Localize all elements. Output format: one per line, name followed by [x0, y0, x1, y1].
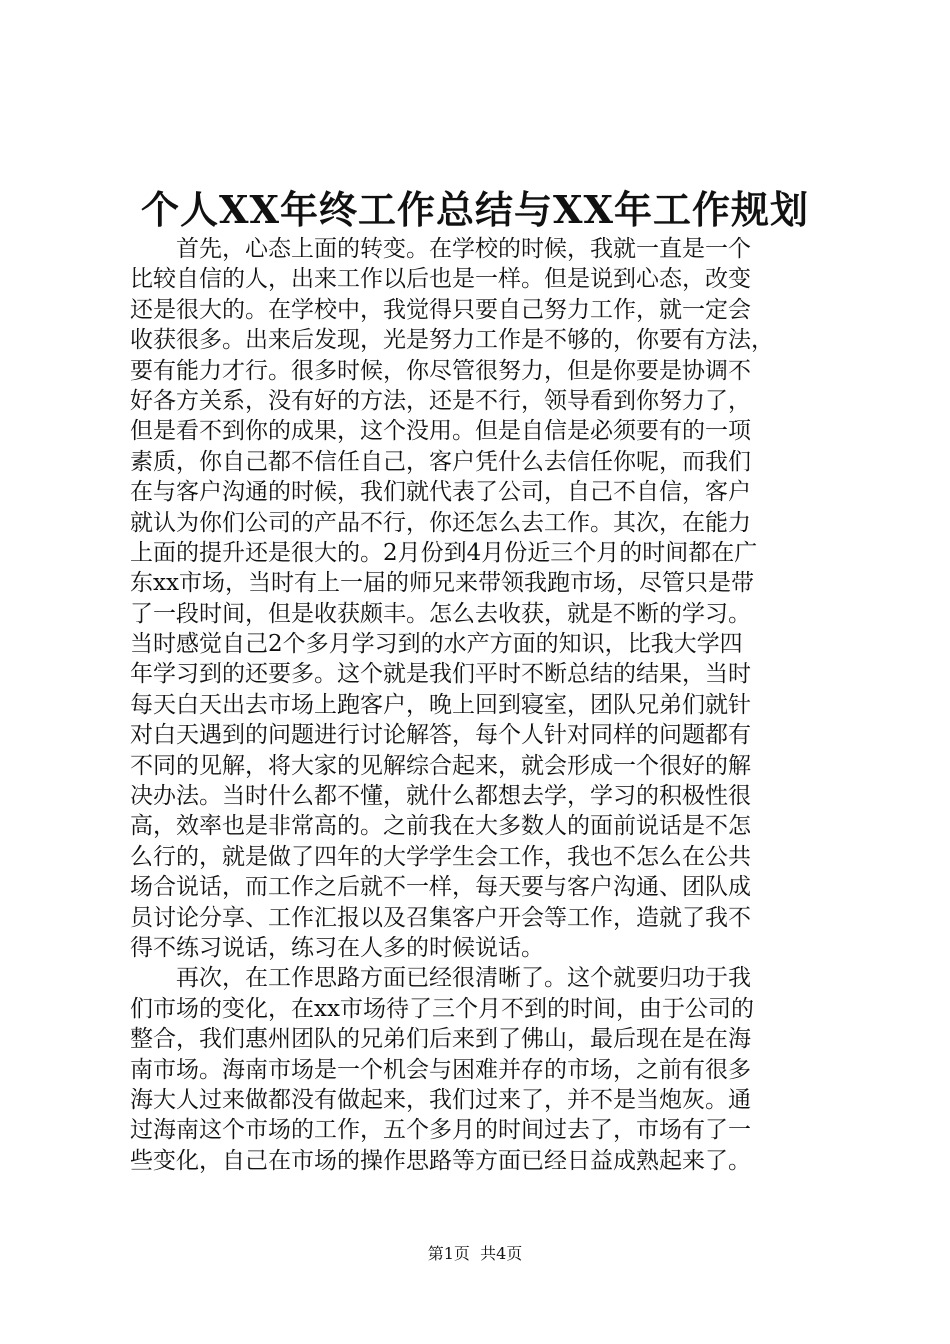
- body-text-line: 首先，心态上面的转变。在学校的时候，我就一直是一个: [130, 236, 751, 262]
- body-text-line: 些变化，自己在市场的操作思路等方面已经日益成熟起来了。: [130, 1147, 751, 1174]
- body-text-line: 员讨论分享、工作汇报以及召集客户开会等工作，造就了我不: [130, 904, 751, 931]
- document-body: [130, 234, 830, 1176]
- document-title: 个人XX年终工作总结与XX年工作规划: [141, 187, 809, 232]
- body-text-line: 再次，在工作思路方面已经很清晰了。这个就要归功于我: [130, 965, 751, 992]
- body-text-line: 场合说话，而工作之后就不一样，每天要与客户沟通、团队成: [130, 874, 751, 901]
- body-text-line: 但是看不到你的成果，这个没用。但是自信是必须要有的一项: [130, 418, 751, 445]
- page-footer: 第1页 共4页: [427, 1244, 523, 1263]
- body-text-line: 么行的，就是做了四年的大学学生会工作，我也不怎么在公共: [130, 843, 751, 870]
- body-text-line: 比较自信的人，出来工作以后也是一样。但是说到心态，改变: [130, 266, 751, 293]
- body-text-line: 要有能力才行。很多时候，你尽管很努力，但是你要是协调不: [130, 357, 751, 384]
- body-text-line: 上面的提升还是很大的。2月份到4月份近三个月的时间都在广: [130, 539, 758, 566]
- body-text-line: 在与客户沟通的时候，我们就代表了公司，自己不自信，客户: [130, 479, 751, 506]
- body-text-line: 年学习到的还要多。这个就是我们平时不断总结的结果，当时: [130, 661, 751, 688]
- body-text-line: 南市场。海南市场是一个机会与困难并存的市场，之前有很多: [130, 1056, 751, 1083]
- body-text-line: 不同的见解，将大家的见解综合起来，就会形成一个很好的解: [130, 752, 751, 779]
- body-text-line: 高，效率也是非常高的。之前我在大多数人的面前说话是不怎: [130, 813, 751, 840]
- body-text-line: 东xx市场，当时有上一届的师兄来带领我跑市场，尽管只是带: [130, 570, 754, 597]
- body-text-line: 素质，你自己都不信任自己，客户凭什么去信任你呢，而我们: [130, 448, 751, 475]
- body-text-line: 整合，我们惠州团队的兄弟们后来到了佛山，最后现在是在海: [130, 1026, 751, 1053]
- body-text-line: 过海南这个市场的工作，五个多月的时间过去了，市场有了一: [130, 1117, 751, 1144]
- body-text-line: 对白天遇到的问题进行讨论解答，每个人针对同样的问题都有: [130, 722, 751, 749]
- body-text-line: 还是很大的。在学校中，我觉得只要自己努力工作，就一定会: [130, 296, 751, 323]
- body-text-line: 就认为你们公司的产品不行，你还怎么去工作。其次，在能力: [130, 509, 751, 536]
- body-text-line: 收获很多。出来后发现，光是努力工作是不够的，你要有方法，: [130, 327, 774, 354]
- body-text-line: 好各方关系，没有好的方法，还是不行，领导看到你努力了，: [130, 387, 751, 414]
- body-text-line: 海大人过来做都没有做起来，我们过来了，并不是当炮灰。通: [130, 1086, 751, 1113]
- body-text-line: 决办法。当时什么都不懂，就什么都想去学，学习的积极性很: [130, 783, 751, 810]
- body-text-line: 每天白天出去市场上跑客户，晚上回到寝室，团队兄弟们就针: [130, 691, 751, 718]
- body-text-line: 当时感觉自己2个多月学习到的水产方面的知识，比我大学四: [130, 631, 743, 658]
- body-text-line: 得不练习说话，练习在人多的时候说话。: [130, 934, 544, 961]
- body-text-line: 们市场的变化，在xx市场待了三个月不到的时间，由于公司的: [130, 995, 754, 1022]
- body-text-line: 了一段时间，但是收获颇丰。怎么去收获，就是不断的学习。: [130, 600, 751, 627]
